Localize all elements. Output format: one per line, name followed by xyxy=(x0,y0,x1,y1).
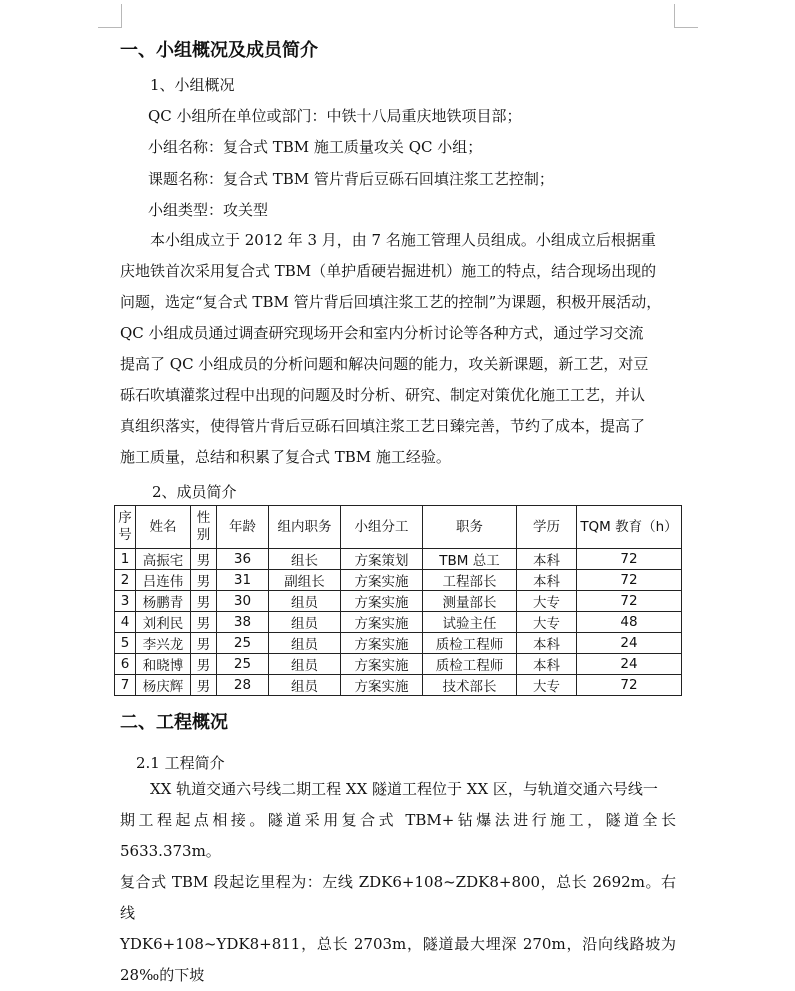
table-cell: 方案实施 xyxy=(341,675,423,696)
paragraph-line: 复合式 TBM 段起讫里程为：左线 ZDK6+108~ZDK8+800，总长 2692m。右线 xyxy=(120,873,676,922)
table-cell: 大专 xyxy=(517,612,577,633)
table-row xyxy=(115,591,682,612)
table-cell: 组长 xyxy=(269,549,341,570)
crop-mark-right-horizontal xyxy=(674,27,698,28)
table-header-row xyxy=(115,506,682,549)
table-cell: 6 xyxy=(115,654,136,675)
paragraph-line: YDK6+108~YDK8+811，总长 2703m，隧道最大埋深 270m，沿向线路坡为 28‰的下坡 xyxy=(120,935,676,984)
header-cell: 小组分工 xyxy=(341,506,423,549)
header-cell: 性别 xyxy=(191,506,217,549)
paragraph-line: XX 轨道交通六号线二期工程 XX 隧道工程位于 XX 区，与轨道交通六号线一 xyxy=(150,780,658,798)
table-cell: 72 xyxy=(577,549,682,570)
crop-mark-left-horizontal xyxy=(98,27,122,28)
table-cell: 测量部长 xyxy=(423,591,517,612)
table-cell: 杨鹏青 xyxy=(136,591,191,612)
table-cell: 方案实施 xyxy=(341,612,423,633)
table-cell: 38 xyxy=(217,612,269,633)
crop-mark-left-vertical xyxy=(121,4,122,28)
paragraph-line: 提高了 QC 小组成员的分析问题和解决问题的能力，攻关新课题，新工艺，对豆 xyxy=(120,355,649,373)
header-cell: 组内职务 xyxy=(269,506,341,549)
table-cell: 男 xyxy=(191,570,217,591)
table-cell: 男 xyxy=(191,591,217,612)
table-cell: 李兴龙 xyxy=(136,633,191,654)
header-cell: 序号 xyxy=(115,506,136,549)
table-cell: 24 xyxy=(577,654,682,675)
table-cell: 男 xyxy=(191,549,217,570)
subsection-1-2-title: 2、成员简介 xyxy=(152,483,237,501)
paragraph-line: 期工程起点相接。隧道采用复合式 TBM+钻爆法进行施工，隧道全长 5633.373m。 xyxy=(120,811,676,860)
section-2-heading: 二、工程概况 xyxy=(120,712,228,733)
info-type-line: 小组类型：攻关型 xyxy=(148,201,269,219)
table-row xyxy=(115,570,682,591)
subsection-2-1-title: 2.1 工程简介 xyxy=(136,754,225,772)
group-intro-paragraph xyxy=(120,225,676,473)
info-unit-line: QC 小组所在单位或部门：中铁十八局重庆地铁项目部； xyxy=(148,107,522,125)
table-cell: 质检工程师 xyxy=(423,633,517,654)
paragraph-line: 施工质量，总结和积累了复合式 TBM 施工经验。 xyxy=(120,448,451,466)
table-cell: 72 xyxy=(577,675,682,696)
paragraph-line: 庆地铁首次采用复合式 TBM（单护盾硬岩掘进机）施工的特点，结合现场出现的 xyxy=(120,262,657,280)
table-cell: 男 xyxy=(191,654,217,675)
table-cell: 5 xyxy=(115,633,136,654)
paragraph-line: 砾石吹填灌浆过程中出现的问题及时分析、研究、制定对策优化施工工艺，并认 xyxy=(120,386,646,404)
table-cell: 大专 xyxy=(517,675,577,696)
table-row xyxy=(115,633,682,654)
table-cell: 高振宅 xyxy=(136,549,191,570)
header-cell: TQM 教育（h） xyxy=(577,506,682,549)
paragraph-line: 本小组成立于 2012 年 3 月，由 7 名施工管理人员组成。小组成立后根据重 xyxy=(150,231,656,249)
table-cell: 2 xyxy=(115,570,136,591)
table-row xyxy=(115,612,682,633)
table-cell: 大专 xyxy=(517,591,577,612)
table-cell: 杨庆辉 xyxy=(136,675,191,696)
table-cell: 72 xyxy=(577,570,682,591)
table-cell: 副组长 xyxy=(269,570,341,591)
paragraph-line: 真组织落实，使得管片背后豆砾石回填注浆工艺日臻完善，节约了成本，提高了 xyxy=(120,417,646,435)
paragraph-line: 问题，选定“复合式 TBM 管片背后回填注浆工艺的控制”为课题，积极开展活动， xyxy=(120,293,662,311)
table-cell: 36 xyxy=(217,549,269,570)
table-cell: 本科 xyxy=(517,549,577,570)
paragraph-line: QC 小组成员通过调查研究现场开会和室内分析讨论等各种方式，通过学习交流 xyxy=(120,324,644,342)
crop-mark-right-vertical xyxy=(674,4,675,28)
table-cell: 男 xyxy=(191,633,217,654)
table-cell: 组员 xyxy=(269,675,341,696)
subsection-1-1-title: 1、小组概况 xyxy=(150,76,235,94)
table-cell: 和晓博 xyxy=(136,654,191,675)
table-cell: 方案实施 xyxy=(341,633,423,654)
table-cell: 方案实施 xyxy=(341,654,423,675)
project-intro-paragraph xyxy=(120,774,676,991)
header-cell: 姓名 xyxy=(136,506,191,549)
header-cell: 学历 xyxy=(517,506,577,549)
table-cell: 3 xyxy=(115,591,136,612)
table-cell: 方案实施 xyxy=(341,570,423,591)
table-body xyxy=(115,549,682,696)
header-cell: 职务 xyxy=(423,506,517,549)
table-cell: 刘利民 xyxy=(136,612,191,633)
table-cell: 25 xyxy=(217,633,269,654)
table-cell: 本科 xyxy=(517,633,577,654)
table-cell: 4 xyxy=(115,612,136,633)
table-cell: 组员 xyxy=(269,654,341,675)
table-cell: 30 xyxy=(217,591,269,612)
table-cell: 本科 xyxy=(517,654,577,675)
table-cell: 工程部长 xyxy=(423,570,517,591)
table-cell: 48 xyxy=(577,612,682,633)
table-cell: 28 xyxy=(217,675,269,696)
table-cell: 质检工程师 xyxy=(423,654,517,675)
table-cell: 72 xyxy=(577,591,682,612)
table-cell: 男 xyxy=(191,612,217,633)
info-topic-line: 课题名称：复合式 TBM 管片背后豆砾石回填注浆工艺控制； xyxy=(148,170,554,188)
table-cell: 技术部长 xyxy=(423,675,517,696)
table-cell: 7 xyxy=(115,675,136,696)
table-cell: 吕连伟 xyxy=(136,570,191,591)
table-cell: TBM 总工 xyxy=(423,549,517,570)
table-cell: 31 xyxy=(217,570,269,591)
table-cell: 组员 xyxy=(269,633,341,654)
info-group-name-line: 小组名称：复合式 TBM 施工质量攻关 QC 小组； xyxy=(148,138,483,156)
table-cell: 方案实施 xyxy=(341,591,423,612)
table-cell: 男 xyxy=(191,675,217,696)
header-cell: 年龄 xyxy=(217,506,269,549)
table-row xyxy=(115,654,682,675)
table-cell: 组员 xyxy=(269,591,341,612)
table-cell: 1 xyxy=(115,549,136,570)
section-1-heading: 一、小组概况及成员简介 xyxy=(120,40,318,61)
table-row xyxy=(115,675,682,696)
table-cell: 方案策划 xyxy=(341,549,423,570)
table-cell: 试验主任 xyxy=(423,612,517,633)
table-row xyxy=(115,549,682,570)
table-cell: 组员 xyxy=(269,612,341,633)
table-cell: 24 xyxy=(577,633,682,654)
member-table xyxy=(114,505,682,696)
table-cell: 25 xyxy=(217,654,269,675)
table-cell: 本科 xyxy=(517,570,577,591)
